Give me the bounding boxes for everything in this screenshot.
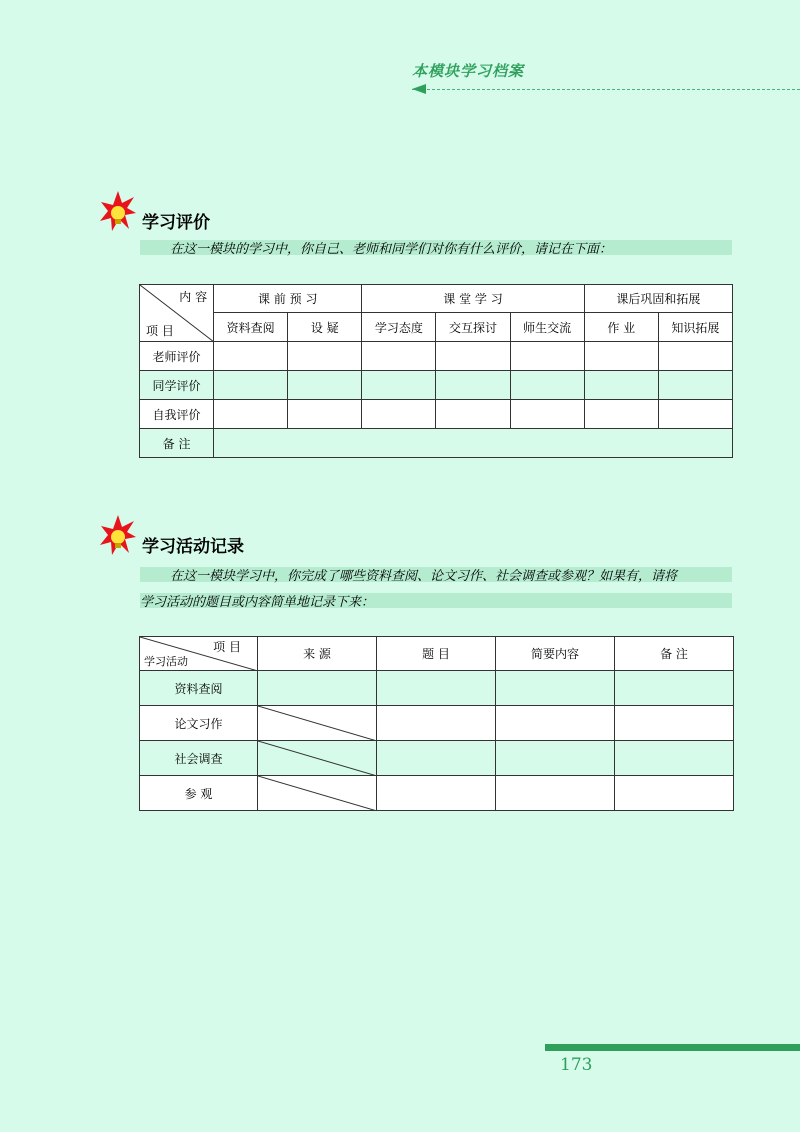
entry-cell[interactable]: [377, 671, 496, 706]
entry-cell[interactable]: [510, 371, 584, 400]
table-corner-cell: [140, 285, 214, 342]
group-header-classroom: 课 堂 学 习: [362, 285, 584, 313]
entry-cell[interactable]: [510, 400, 584, 429]
entry-cell[interactable]: [214, 371, 288, 400]
table-corner-cell: [140, 637, 258, 671]
entry-cell[interactable]: [288, 342, 362, 371]
section-title-activity: 学习活动记录: [142, 537, 244, 557]
entry-cell[interactable]: [615, 706, 734, 741]
entry-cell[interactable]: [496, 671, 615, 706]
entry-cell[interactable]: [214, 400, 288, 429]
row-label-research: 资料查阅: [140, 671, 258, 706]
entry-cell[interactable]: [584, 342, 658, 371]
header-arrow-icon: [412, 84, 426, 94]
entry-cell[interactable]: [496, 706, 615, 741]
entry-cell[interactable]: [288, 400, 362, 429]
subheader-cell: 知识拓展: [658, 313, 732, 342]
entry-cell[interactable]: [288, 371, 362, 400]
subheader-cell: 作 业: [584, 313, 658, 342]
activity-intro-line2: 学习活动的题目或内容简单地记录下来：: [140, 595, 375, 610]
column-header: 题 目: [377, 637, 496, 671]
entry-cell[interactable]: [214, 342, 288, 371]
entry-cell[interactable]: [362, 400, 436, 429]
entry-cell[interactable]: [436, 400, 510, 429]
corner-label-content: 内 容: [179, 290, 208, 304]
footer-bar: [545, 1044, 800, 1051]
evaluation-table: [139, 284, 733, 458]
entry-cell[interactable]: [436, 371, 510, 400]
row-label-self: 自我评价: [140, 400, 214, 429]
entry-cell[interactable]: [510, 342, 584, 371]
evaluation-intro-text: 在这一模块的学习中，你自己、老师和同学们对你有什么评价，请记在下面：: [170, 242, 613, 257]
entry-cell[interactable]: [584, 400, 658, 429]
corner-label-item: 项 目: [146, 324, 174, 338]
column-header: 简要内容: [496, 637, 615, 671]
corner-label-item: 项 目: [213, 640, 241, 654]
entry-cell[interactable]: [362, 371, 436, 400]
row-label-teacher: 老师评价: [140, 342, 214, 371]
entry-cell[interactable]: [377, 776, 496, 811]
entry-cell[interactable]: [615, 741, 734, 776]
lightbulb-burst-icon: [100, 515, 136, 557]
corner-label-activity: 学习活动: [144, 655, 188, 668]
entry-cell[interactable]: [377, 741, 496, 776]
row-label-peer: 同学评价: [140, 371, 214, 400]
entry-cell[interactable]: [377, 706, 496, 741]
disabled-source-cell: [258, 706, 377, 741]
lightbulb-burst-icon: [100, 191, 136, 233]
entry-cell[interactable]: [658, 342, 732, 371]
group-header-preview: 课 前 预 习: [214, 285, 362, 313]
page-number: 173: [560, 1055, 593, 1075]
column-header: 来 源: [258, 637, 377, 671]
group-header-review: 课后巩固和拓展: [584, 285, 732, 313]
disabled-source-cell: [258, 741, 377, 776]
subheader-cell: 交互探讨: [436, 313, 510, 342]
section-title-evaluation: 学习评价: [142, 213, 210, 233]
row-label-essay: 论文习作: [140, 706, 258, 741]
entry-cell[interactable]: [658, 371, 732, 400]
entry-cell[interactable]: [658, 400, 732, 429]
subheader-cell: 设 疑: [288, 313, 362, 342]
chapter-header-title: 本模块学习档案: [412, 62, 525, 80]
header-dashed-line: [412, 89, 800, 90]
entry-cell[interactable]: [436, 342, 510, 371]
entry-cell[interactable]: [615, 776, 734, 811]
disabled-source-cell: [258, 776, 377, 811]
entry-cell[interactable]: [496, 741, 615, 776]
entry-cell[interactable]: [615, 671, 734, 706]
subheader-cell: 学习态度: [362, 313, 436, 342]
column-header: 备 注: [615, 637, 734, 671]
entry-cell[interactable]: [496, 776, 615, 811]
row-label-notes: 备 注: [140, 429, 214, 458]
entry-cell[interactable]: [584, 371, 658, 400]
row-label-survey: 社会调查: [140, 741, 258, 776]
row-label-visit: 参 观: [140, 776, 258, 811]
subheader-cell: 资料查阅: [214, 313, 288, 342]
activity-table: [139, 636, 734, 811]
entry-cell[interactable]: [258, 671, 377, 706]
subheader-cell: 师生交流: [510, 313, 584, 342]
notes-entry-cell[interactable]: [214, 429, 733, 458]
entry-cell[interactable]: [362, 342, 436, 371]
activity-intro-line1: 在这一模块学习中，你完成了哪些资料查阅、论文习作、社会调查或参观？如果有，请将: [170, 569, 678, 584]
